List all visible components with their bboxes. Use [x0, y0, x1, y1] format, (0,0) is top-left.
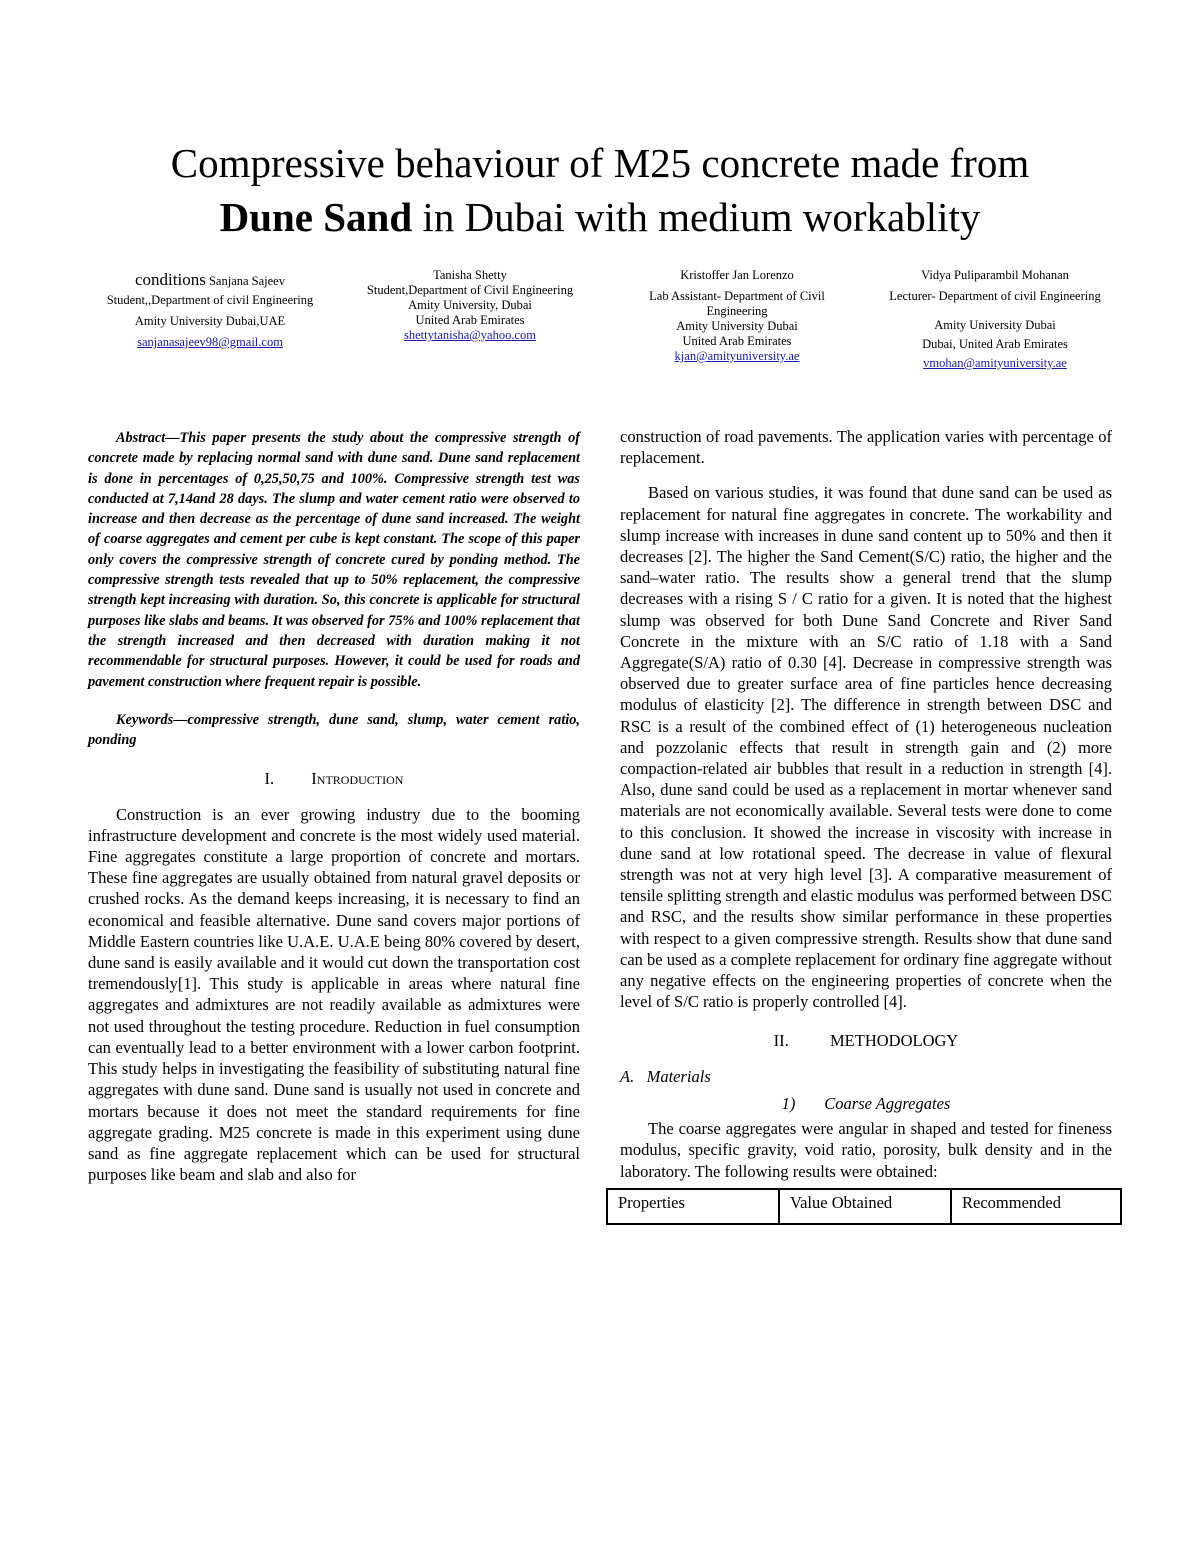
abstract: Abstract—This paper presents the study about the compressive strength of concrete made by replacing normal sand with dune sand. Dune sand replacement is done in percentages of 0,25,50,75 and 100%. Compressive strength test was conducted at 7,14and 28 days. The slump and water cement ratio were observed to increase and then decrease as the percentage of dune sand increased. The weight of coarse aggregates and cement per cube is kept constant. The scope of this paper only covers the compressive strength of concrete cured by ponding method. The compressive strength tests revealed that up to 50% replacement, the compressive strength kept increasing with duration. So, this concrete is applicable for structural purposes like slabs and beams. It was observed for 75% and 100% replacement that the strength increased and then decreased with duration making it not recommendable for structural purposes. However, it could be used for roads and pavement construction where frequent repair is possible. [88, 430, 580, 690]
author-3-univ: Amity University Dubai [676, 319, 798, 333]
paper-title [60, 136, 1140, 244]
right-paragraph-2: Based on various studies, it was found that dune sand can be used as replacement for natural fine aggregates in concrete. The workability and slump increase with increases in dune sand content up to 50% and then it decreases [2]. The higher the Sand Cement(S/C) ratio, the higher and the sand–water ratio. The results show a general trend that the slump decreases with a rising S / C ratio for a given. It is noted that the highest slump was observed for both Dune Sand Concrete and River Sand Concrete in the mixture with an S/C ratio of 1.18 with a Sand Aggregate(S/A) ratio of 0.30 [4]. Decrease in compressive strength was observed due to greater surface area of fine particles hence decreasing modulus of elasticity [2]. The difference in strength between DSC and RSC is a result of the combined effect of (1) heterogeneous nucleation and pozzolanic effects that result in strength gain and (2) more compaction-related air bubbles that result in a reduction in strength [4]. Also, dune sand could be used as a replacement in mortar whenever sand materials are not economically available. Several tests were done to come to this conclusion. It showed the increase in viscosity with increase in dune sand at low rotational speed. The decrease in value of flexural strength was not at very high level [3]. A comparative measurement of tensile splitting strength and elastic modulus was performed between DSC and RSC, and the results show similar performance in these properties with respect to a given compressive strength. Results show that dune sand can be used as a complete replacement for ordinary fine aggregate without any negative effects on the engineering properties of concrete when the level of S/C ratio is properly controlled [4]. [620, 483, 1112, 1012]
right-paragraph-1: construction of road pavements. The application varies with percentage of replacement. [620, 427, 1112, 468]
subsection-a-letter: A. [620, 1066, 635, 1086]
author-2-country: United Arab Emirates [415, 313, 525, 327]
section-2-heading [620, 1030, 1112, 1051]
subsubsection-1-number: 1) [781, 1093, 796, 1113]
section-2-title: METHODOLOGY [830, 1031, 959, 1051]
author-2-dept: Student,Department of Civil Engineering [366, 283, 574, 297]
title-line-1: Compressive behaviour of M25 concrete made from [170, 140, 1030, 186]
author-1-lead: conditions [135, 270, 206, 289]
author-3-country: United Arab Emirates [682, 334, 792, 348]
author-4-email[interactable]: vmohan@amityuniversity.ae [923, 356, 1067, 370]
table-header-cell: Value Obtained [779, 1189, 951, 1224]
author-block-2 [350, 268, 590, 343]
author-1-dept: Student,,Department of civil Engineering [106, 293, 314, 307]
table-header-cell: Recommended [951, 1189, 1121, 1224]
author-2-univ: Amity University, Dubai [408, 298, 532, 312]
table-header-row [607, 1189, 1121, 1224]
author-2-name: Tanisha Shetty [433, 268, 507, 282]
author-block-3 [622, 268, 852, 364]
title-rest: in Dubai with medium workablity [412, 194, 981, 240]
author-1-name: Sanjana Sajeev [208, 274, 285, 288]
title-line-2 [60, 190, 1140, 244]
author-1-name-line [90, 272, 330, 289]
left-column [88, 428, 580, 1185]
author-4-dept: Lecturer- Department of civil Engineering [889, 289, 1101, 303]
right-paragraph-3: The coarse aggregates were angular in shaped and tested for fineness modulus, specific gravity, void ratio, porosity, bulk density and in the laboratory. The following results were obtained: [620, 1119, 1112, 1181]
author-block-1 [90, 272, 330, 350]
subsubsection-1-title: Coarse Aggregates [824, 1093, 951, 1113]
subsection-a-title: Materials [646, 1066, 711, 1086]
keywords: Keywords—compressive strength, dune sand, slump, water cement ratio, ponding [88, 711, 580, 749]
section-1-paragraph: Construction is an ever growing industry due to the booming infrastructure development and concrete is the most widely used material. Fine aggregates constitute a large proportion of concrete and mortars. These fine aggregates are usually obtained from natural gravel deposits or crushed rocks. As the demand keeps increasing, it is necessary to find an economical and feasible alternative. Dune sand covers major portions of Middle Eastern countries like U.A.E. U.A.E being 80% covered by desert, dune sand is easily available and it would cut down the transportation cost tremendously[1]. This study is applicable in areas where natural fine aggregates and admixtures are not readily available as admixtures were not used throughout the testing procedure. Reduction in fuel consumption can eventually lead to a better environment with a lower carbon footprint. This study helps in investigating the feasibility of substituting natural fine aggregates with dune sand. Dune sand is usually not used in concrete and mortars because it does not meet the standard requirements for fine aggregate grading. M25 concrete is made in this experiment using dune sand as fine aggregate replacement which can be used for structural purposes like beam and slab and also for [88, 804, 580, 1185]
author-3-name: Kristoffer Jan Lorenzo [680, 268, 794, 282]
author-3-dept: Lab Assistant- Department of Civil [649, 289, 825, 303]
section-1-number: I. [264, 769, 275, 789]
author-1-email[interactable]: sanjanasajeev98@gmail.com [137, 335, 283, 349]
author-4-country: Dubai, United Arab Emirates [922, 337, 1068, 351]
table-header-cell: Properties [607, 1189, 779, 1224]
section-1-heading [88, 768, 580, 789]
author-block-4 [870, 268, 1120, 371]
author-3-dept-2: Engineering [706, 304, 768, 318]
right-column [620, 426, 1112, 1225]
author-4-name: Vidya Puliparambil Mohanan [921, 268, 1069, 282]
author-1-univ: Amity University Dubai,UAE [134, 314, 286, 328]
properties-table [606, 1188, 1122, 1225]
subsection-a-heading [620, 1066, 1112, 1087]
section-1-title: Introduction [311, 769, 404, 789]
author-3-email[interactable]: kjan@amityuniversity.ae [674, 349, 800, 363]
section-2-number: II. [773, 1031, 789, 1051]
author-2-email[interactable]: shettytanisha@yahoo.com [404, 328, 536, 342]
title-bold: Dune Sand [219, 194, 413, 240]
author-4-univ: Amity University Dubai [934, 318, 1056, 332]
subsubsection-1-heading [620, 1093, 1112, 1114]
